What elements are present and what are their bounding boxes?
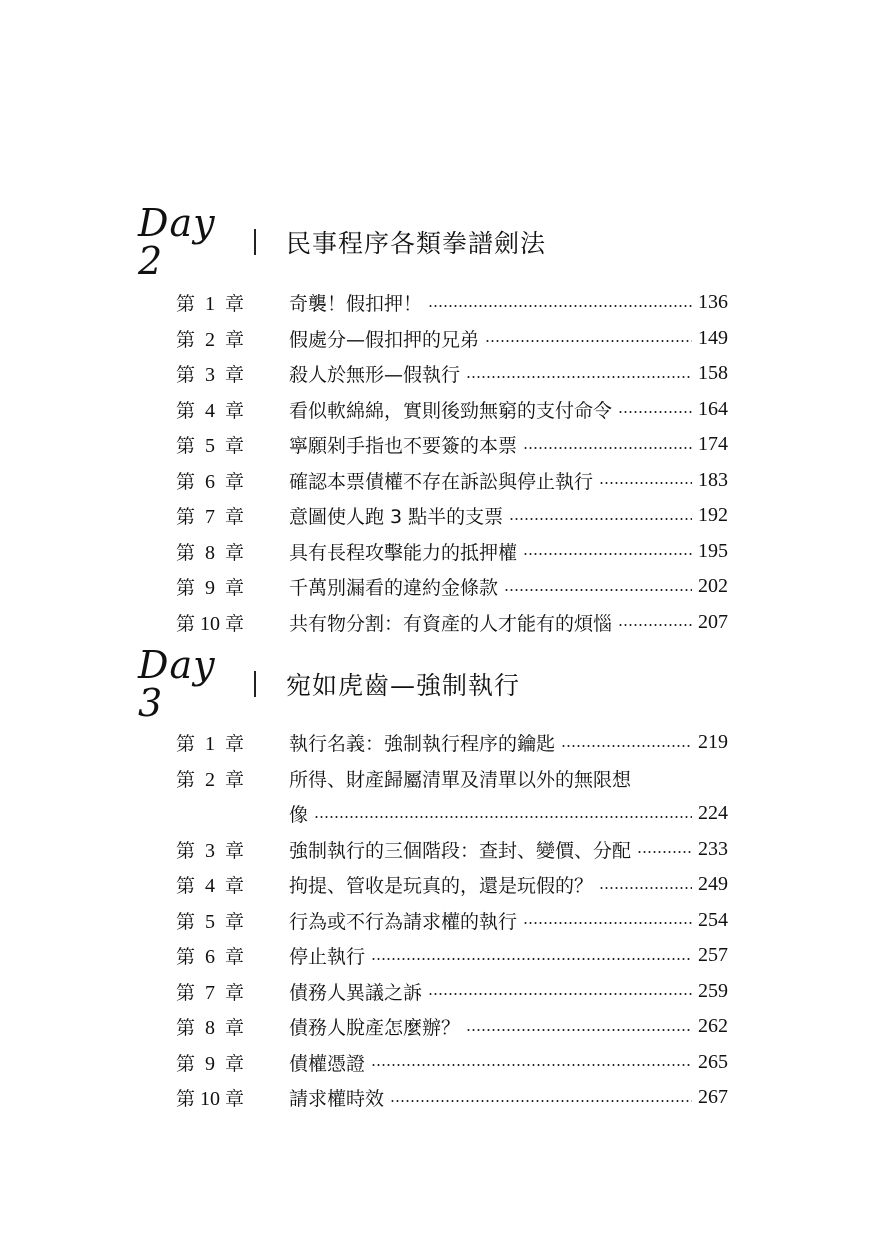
chapter-num: 1 xyxy=(205,293,216,316)
chapter-number xyxy=(176,289,289,316)
chapter-num: 4 xyxy=(205,875,216,898)
dot-leader xyxy=(561,744,692,748)
chapter-number xyxy=(176,942,289,969)
toc-entry[interactable] xyxy=(176,321,728,357)
toc-entry[interactable] xyxy=(176,1080,728,1116)
dot-leader xyxy=(523,552,692,556)
chapter-prefix: 第 xyxy=(176,946,196,969)
toc-entry[interactable] xyxy=(176,427,728,463)
chapter-title: 確認本票債權不存在訴訟與停止執行 xyxy=(289,470,594,493)
section-header-day-3 xyxy=(138,643,778,725)
toc-entry[interactable] xyxy=(176,725,728,761)
chapter-prefix: 第 xyxy=(176,399,196,422)
chapter-num: 9 xyxy=(205,1052,216,1075)
chapter-suffix: 章 xyxy=(225,612,245,635)
chapter-suffix: 章 xyxy=(225,293,245,316)
toc-entry[interactable] xyxy=(176,498,728,534)
page-number: 233 xyxy=(698,837,728,860)
page-number: 254 xyxy=(698,908,728,931)
section-header-day-2 xyxy=(138,201,778,283)
chapter-title: 強制執行的三個階段：查封、變價、分配 xyxy=(289,839,632,862)
toc-entry[interactable] xyxy=(176,392,728,428)
chapter-prefix: 第 xyxy=(176,506,196,529)
chapter-title-continued: 像 xyxy=(289,804,309,827)
page-number: 202 xyxy=(698,575,728,598)
chapter-num: 1 xyxy=(205,733,216,756)
dot-leader xyxy=(618,623,692,627)
dot-leader xyxy=(466,1028,692,1032)
chapter-number xyxy=(176,1084,289,1111)
section-title: 民事程序各類拳譜劍法 xyxy=(286,229,547,258)
toc-entry[interactable] xyxy=(176,463,728,499)
chapter-prefix: 第 xyxy=(176,612,196,635)
dot-leader xyxy=(599,481,692,485)
page-number: 265 xyxy=(698,1050,728,1073)
chapter-suffix: 章 xyxy=(225,470,245,493)
chapter-prefix: 第 xyxy=(176,839,196,862)
page-number: 192 xyxy=(698,504,728,527)
chapter-suffix: 章 xyxy=(225,875,245,898)
chapter-suffix: 章 xyxy=(225,1052,245,1075)
chapter-number xyxy=(176,978,289,1005)
chapter-prefix: 第 xyxy=(176,981,196,1004)
chapter-suffix: 章 xyxy=(225,577,245,600)
chapter-number xyxy=(176,765,289,792)
dot-leader xyxy=(637,850,692,854)
page-number: 164 xyxy=(698,397,728,420)
toc-entry[interactable] xyxy=(176,285,728,321)
chapter-num: 10 xyxy=(200,1088,221,1111)
chapter-title: 寧願剁手指也不要簽的本票 xyxy=(289,435,518,458)
day-label: Day 2 xyxy=(138,201,216,283)
chapter-title: 殺人於無形—假執行 xyxy=(289,364,461,387)
chapter-number xyxy=(176,360,289,387)
page-number: 195 xyxy=(698,539,728,562)
chapter-title: 債權憑證 xyxy=(289,1052,366,1075)
chapter-title: 假處分—假扣押的兄弟 xyxy=(289,328,480,351)
chapter-num: 10 xyxy=(200,612,221,635)
page-number: 257 xyxy=(698,944,728,967)
toc-entry[interactable] xyxy=(176,938,728,974)
chapter-title: 行為或不行為請求權的執行 xyxy=(289,910,518,933)
chapter-number xyxy=(176,609,289,636)
chapter-number xyxy=(176,502,289,529)
chapter-number xyxy=(176,836,289,863)
chapter-title: 共有物分割：有資產的人才能有的煩惱 xyxy=(289,612,613,635)
chapter-title: 債務人異議之訴 xyxy=(289,981,423,1004)
chapter-prefix: 第 xyxy=(176,875,196,898)
chapter-prefix: 第 xyxy=(176,470,196,493)
chapter-suffix: 章 xyxy=(225,328,245,351)
toc-entry[interactable] xyxy=(176,605,728,641)
chapter-num: 6 xyxy=(205,946,216,969)
chapter-suffix: 章 xyxy=(225,946,245,969)
dot-leader xyxy=(509,517,692,521)
header-divider xyxy=(254,671,256,697)
chapter-title: 意圖使人跑 3 點半的支票 xyxy=(289,506,504,529)
chapter-num: 9 xyxy=(205,577,216,600)
dot-leader xyxy=(314,815,692,819)
toc-entry[interactable] xyxy=(176,356,728,392)
chapter-num: 8 xyxy=(205,541,216,564)
chapter-num: 8 xyxy=(205,1017,216,1040)
chapter-suffix: 章 xyxy=(225,399,245,422)
chapter-number xyxy=(176,325,289,352)
chapter-number xyxy=(176,1013,289,1040)
page-number: 207 xyxy=(698,610,728,633)
chapter-title: 奇襲！假扣押！ xyxy=(289,293,423,316)
chapter-num: 6 xyxy=(205,470,216,493)
chapter-prefix: 第 xyxy=(176,577,196,600)
chapter-title: 執行名義：強制執行程序的鑰匙 xyxy=(289,733,556,756)
chapter-num: 3 xyxy=(205,839,216,862)
chapter-number xyxy=(176,729,289,756)
page-number: 249 xyxy=(698,873,728,896)
page-number: 136 xyxy=(698,291,728,314)
dot-leader xyxy=(371,1063,692,1067)
chapter-number xyxy=(176,538,289,565)
chapter-prefix: 第 xyxy=(176,435,196,458)
chapter-suffix: 章 xyxy=(225,435,245,458)
chapter-prefix: 第 xyxy=(176,1017,196,1040)
dot-leader xyxy=(428,304,692,308)
chapter-number xyxy=(176,431,289,458)
dot-leader xyxy=(390,1099,692,1103)
day-label: Day 3 xyxy=(138,643,216,725)
toc-entry[interactable] xyxy=(176,974,728,1010)
toc-list-day-3 xyxy=(176,725,728,1116)
chapter-prefix: 第 xyxy=(176,1088,196,1111)
chapter-title: 債務人脫產怎麼辦？ xyxy=(289,1017,461,1040)
chapter-num: 2 xyxy=(205,328,216,351)
chapter-num: 4 xyxy=(205,399,216,422)
chapter-suffix: 章 xyxy=(225,364,245,387)
chapter-prefix: 第 xyxy=(176,328,196,351)
page-number: 259 xyxy=(698,979,728,1002)
chapter-suffix: 章 xyxy=(225,981,245,1004)
page-number: 267 xyxy=(698,1086,728,1109)
chapter-prefix: 第 xyxy=(176,541,196,564)
chapter-suffix: 章 xyxy=(225,541,245,564)
toc-entry[interactable] xyxy=(176,761,728,797)
chapter-prefix: 第 xyxy=(176,768,196,791)
chapter-number xyxy=(176,1049,289,1076)
header-divider xyxy=(254,229,256,255)
section-title: 宛如虎齒—強制執行 xyxy=(286,671,521,700)
dot-leader xyxy=(523,446,692,450)
chapter-number xyxy=(176,396,289,423)
chapter-num: 5 xyxy=(205,910,216,933)
toc-entry[interactable] xyxy=(176,569,728,605)
chapter-number xyxy=(176,467,289,494)
chapter-suffix: 章 xyxy=(225,733,245,756)
chapter-num: 7 xyxy=(205,506,216,529)
chapter-num: 2 xyxy=(205,768,216,791)
toc-entry[interactable] xyxy=(176,1009,728,1045)
chapter-suffix: 章 xyxy=(225,1088,245,1111)
chapter-title: 千萬別漏看的違約金條款 xyxy=(289,577,499,600)
chapter-title: 停止執行 xyxy=(289,946,366,969)
toc-entry-continuation[interactable] xyxy=(176,796,728,832)
chapter-title: 具有長程攻擊能力的抵押權 xyxy=(289,541,518,564)
chapter-title: 拘提、管收是玩真的，還是玩假的？ xyxy=(289,875,594,898)
dot-leader xyxy=(599,886,692,890)
chapter-suffix: 章 xyxy=(225,839,245,862)
toc-list-day-2 xyxy=(176,285,728,640)
page-number: 224 xyxy=(698,802,728,825)
chapter-number xyxy=(176,573,289,600)
dot-leader xyxy=(371,957,692,961)
dot-leader xyxy=(504,588,692,592)
chapter-suffix: 章 xyxy=(225,1017,245,1040)
dot-leader xyxy=(485,339,692,343)
chapter-prefix: 第 xyxy=(176,364,196,387)
chapter-suffix: 章 xyxy=(225,506,245,529)
chapter-suffix: 章 xyxy=(225,910,245,933)
chapter-num: 3 xyxy=(205,364,216,387)
dot-leader xyxy=(523,921,692,925)
toc-entry[interactable] xyxy=(176,534,728,570)
page-number: 183 xyxy=(698,468,728,491)
page-number: 149 xyxy=(698,326,728,349)
chapter-title: 所得、財產歸屬清單及清單以外的無限想 xyxy=(289,768,632,791)
chapter-number xyxy=(176,871,289,898)
dot-leader xyxy=(466,375,692,379)
chapter-title: 看似軟綿綿，實則後勁無窮的支付命令 xyxy=(289,399,613,422)
toc-entry[interactable] xyxy=(176,903,728,939)
chapter-number xyxy=(176,907,289,934)
page-number: 262 xyxy=(698,1015,728,1038)
page-number: 158 xyxy=(698,362,728,385)
toc-entry[interactable] xyxy=(176,867,728,903)
toc-entry[interactable] xyxy=(176,832,728,868)
dot-leader xyxy=(618,410,692,414)
chapter-prefix: 第 xyxy=(176,910,196,933)
chapter-suffix: 章 xyxy=(225,768,245,791)
toc-entry[interactable] xyxy=(176,1045,728,1081)
page-number: 219 xyxy=(698,731,728,754)
chapter-prefix: 第 xyxy=(176,293,196,316)
chapter-prefix: 第 xyxy=(176,733,196,756)
dot-leader xyxy=(428,992,692,996)
chapter-num: 7 xyxy=(205,981,216,1004)
page-number: 174 xyxy=(698,433,728,456)
chapter-num: 5 xyxy=(205,435,216,458)
chapter-title: 請求權時效 xyxy=(289,1088,385,1111)
chapter-prefix: 第 xyxy=(176,1052,196,1075)
